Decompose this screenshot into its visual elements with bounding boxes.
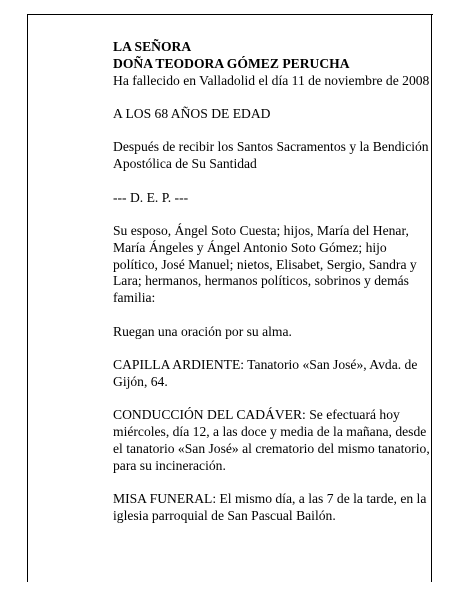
deceased-name: DOÑA TEODORA GÓMEZ PERUCHA [113,55,350,71]
funeral-mass-info: MISA FUNERAL: El mismo día, a las 7 de la tarde, en la iglesia parroquial de San Pascual Bailón. [113,490,427,523]
left-border-line [27,14,28,582]
header-line-1: LA SEÑORA [113,39,192,54]
family-list: Su esposo, Ángel Soto Cuesta; hijos, María del Henar, María Ángeles y Ángel Antonio Soto Gómez; hijo político, José Manuel; nietos, Elisabet, Sergio, Sandra y Lara; hermanos, hermanos políticos, sobrinos y demás familia: [113,222,417,306]
obituary-text [113,39,433,541]
age-statement: A LOS 68 AÑOS DE EDAD [113,105,271,121]
sacraments-statement: Después de recibir los Santos Sacramentos y la Bendición Apostólica de Su Santidad [113,139,429,172]
rip-line: --- D. E. P. --- [113,189,189,205]
death-statement: Ha fallecido en Valladolid el día 11 de noviembre de 2008 [113,72,430,88]
procession-info: CONDUCCIÓN DEL CADÁVER: Se efectuará hoy miércoles, día 12, a las doce y media de la mañana, desde el tanatorio «San José» al crematorio del mismo tanatorio, para su incineración. [113,407,430,473]
chapel-info: CAPILLA ARDIENTE: Tanatorio «San José», Avda. de Gijón, 64. [113,356,418,389]
prayer-request: Ruegan una oración por su alma. [113,323,292,339]
top-border-line [27,14,433,15]
